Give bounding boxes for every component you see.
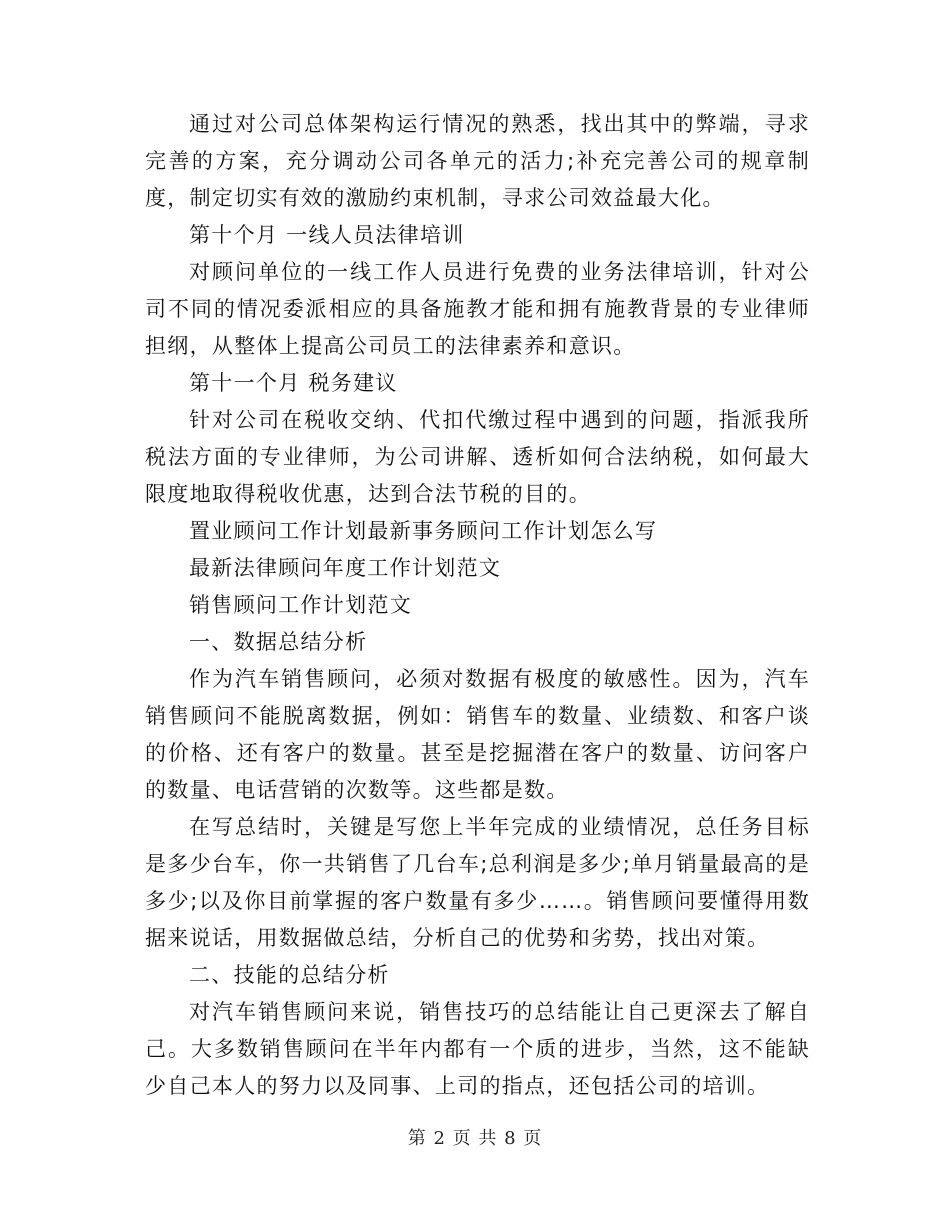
page-number-footer: 第 2 页 共 8 页	[407, 1128, 543, 1149]
paragraph: 针对公司在税收交纳、代扣代缴过程中遇到的问题，指派我所税法方面的专业律师，为公司讲解、透析如何合法纳税，如何最大限度地取得税收优惠，达到合法节税的目的。	[145, 408, 810, 506]
paragraph: 对顾问单位的一线工作人员进行免费的业务法律培训，针对公司不同的情况委派相应的具备施教才能和拥有施教背景的专业律师担纲，从整体上提高公司员工的法律素养和意识。	[145, 260, 810, 358]
related-title: 置业顾问工作计划最新事务顾问工作计划怎么写	[189, 519, 658, 543]
related-title: 最新法律顾问年度工作计划范文	[189, 556, 502, 580]
paragraph: 在写总结时，关键是写您上半年完成的业绩情况，总任务目标是多少台车，你一共销售了几台车;总利润是多少;单月销量最高的是多少;以及你目前掌握的客户数量有多少……。销售顾问要懂得用数据来说话，用数据做总结，分析自己的优势和劣势，找出对策。	[145, 815, 810, 950]
paragraph: 通过对公司总体架构运行情况的熟悉，找出其中的弊端，寻求完善的方案，充分调动公司各单元的活力;补充完善公司的规章制度，制定切实有效的激励约束机制，寻求公司效益最大化。	[145, 112, 810, 210]
article-title: 销售顾问工作计划范文	[189, 593, 412, 617]
section-heading: 一、数据总结分析	[189, 630, 368, 654]
paragraph: 作为汽车销售顾问，必须对数据有极度的敏感性。因为，汽车销售顾问不能脱离数据，例如：销售车的数量、业绩数、和客户谈的价格、还有客户的数量。甚至是挖掘潜在客户的数量、访问客户的数量、电话营销的次数等。这些都是数。	[145, 667, 810, 802]
section-heading: 第十个月 一线人员法律培训	[189, 223, 465, 247]
document-body	[145, 106, 810, 1105]
paragraph: 对汽车销售顾问来说，销售技巧的总结能让自己更深去了解自己。大多数销售顾问在半年内都有一个质的进步，当然，这不能缺少自己本人的努力以及同事、上司的指点，还包括公司的培训。	[145, 1000, 810, 1098]
section-heading: 二、技能的总结分析	[189, 963, 390, 987]
section-heading: 第十一个月 税务建议	[189, 371, 398, 395]
